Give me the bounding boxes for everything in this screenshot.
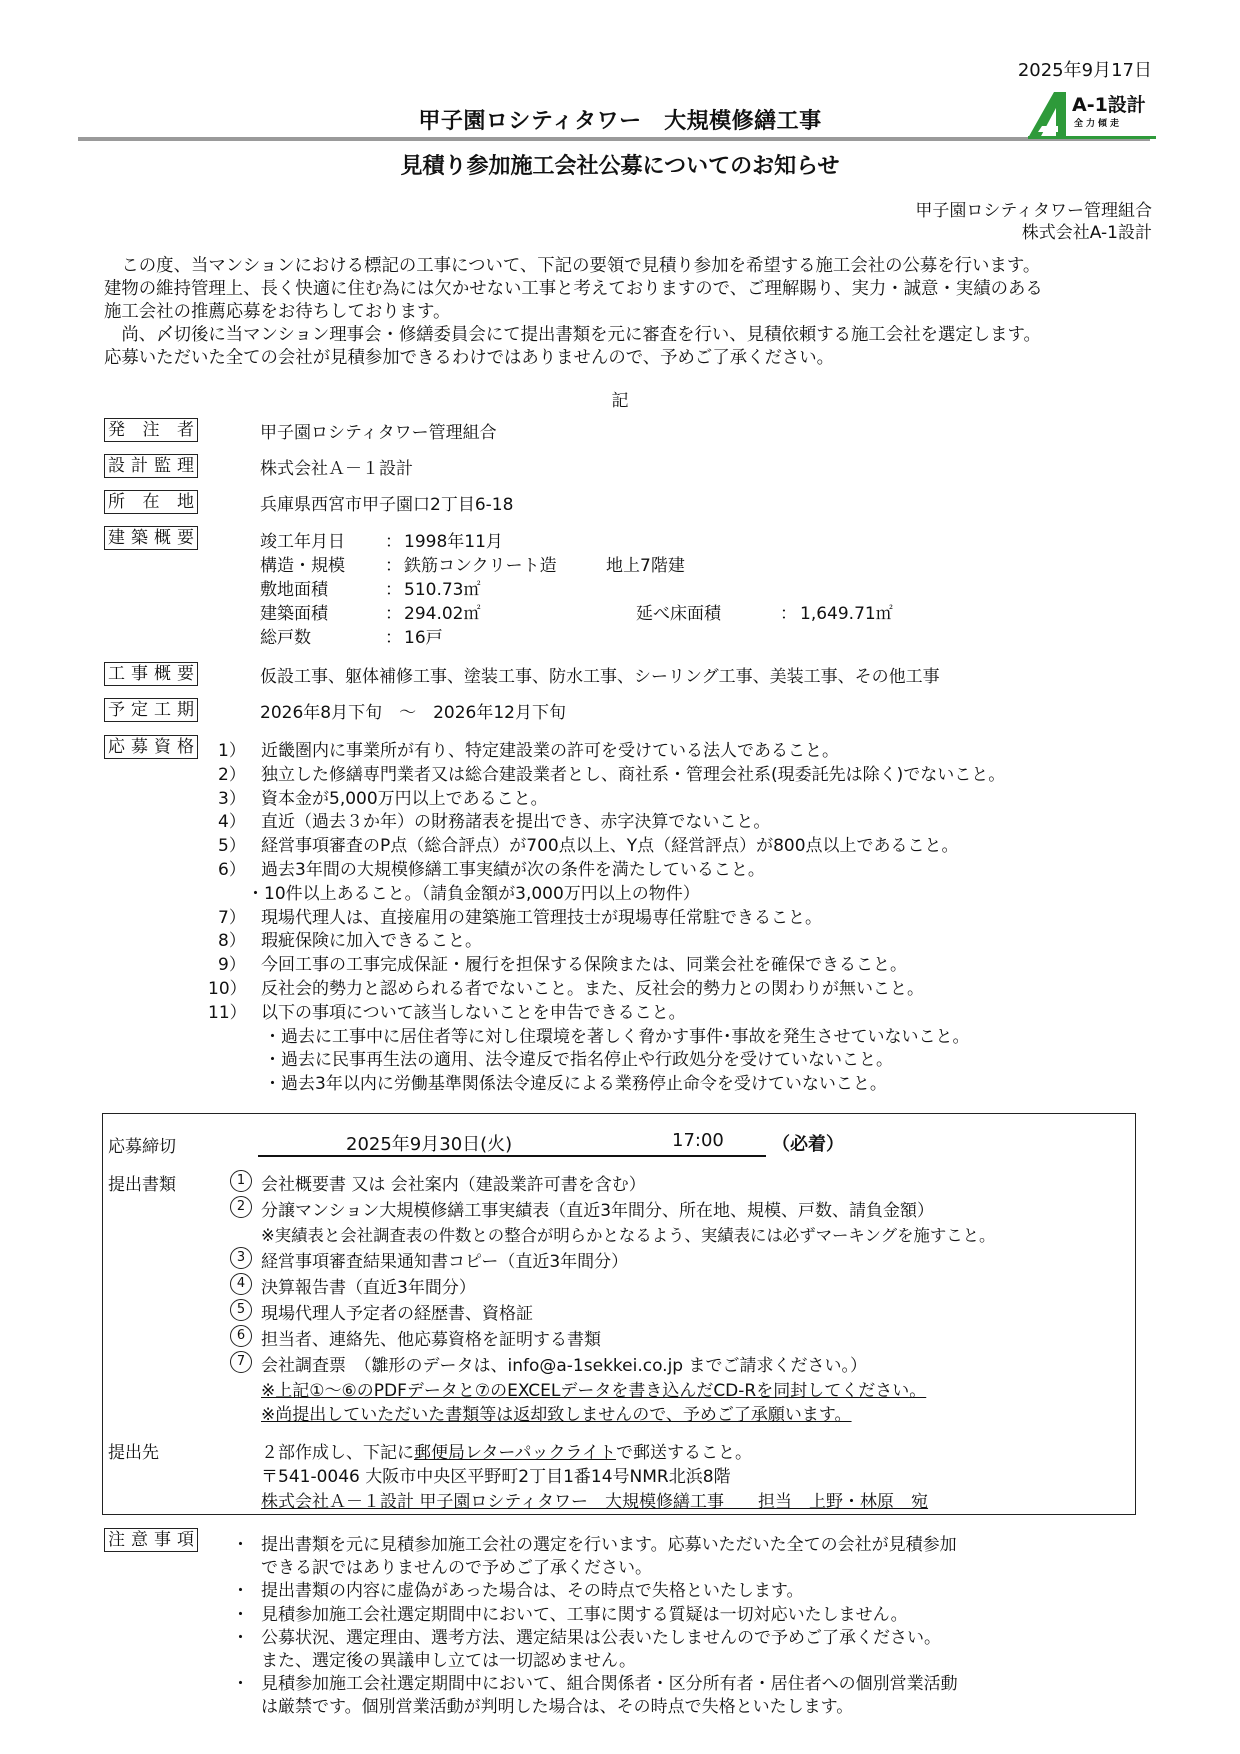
document-number: 4	[230, 1273, 252, 1295]
note-bullet: ・	[232, 1674, 249, 1695]
qualification-item: 近畿圏内に事業所が有り、特定建設業の許可を受けている法人であること。	[261, 741, 839, 761]
completion-label: 竣工年月日	[260, 532, 345, 552]
qualification-number: 9）	[218, 955, 246, 976]
qualification-number: 10）	[208, 979, 247, 999]
qualification-item: 今回工事の工事完成保証・履行を担保する保険または、同業会社を確保できること。	[261, 955, 907, 976]
note-item: また、選定後の異議申し立ては一切認めません。	[261, 1651, 637, 1671]
note-bullet: ・	[232, 1627, 249, 1648]
units-value: 16戸	[404, 628, 443, 648]
qualification-item: 過去3年間の大規模修繕工事実績が次の条件を満たしていること。	[261, 860, 765, 880]
label-location: 所在地	[104, 490, 198, 514]
document-item: 分譲マンション大規模修繕工事実績表（直近3年間分、所在地、規模、戸数、請負金額）	[261, 1200, 935, 1221]
structure-value: 鉄筋コンクリート造	[404, 556, 557, 576]
deadline-date: 2025年9月30日(火)	[346, 1134, 513, 1155]
submit-method-pre: ２部作成し、下記に	[261, 1443, 414, 1463]
submit-method-post: で郵送すること。	[615, 1443, 752, 1463]
document-item: 会社調査票 （雛形のデータは、info@a-1sekkei.co.jp までご請求ください。）	[261, 1355, 868, 1376]
document-item: 担当者、連絡先、他応募資格を証明する書類	[261, 1329, 601, 1350]
value-supervisor: 株式会社Ａ－１設計	[260, 459, 413, 479]
logo-tagline: 全力傾走	[1074, 119, 1123, 129]
qualification-number: 8）	[218, 931, 246, 952]
intro-line: 施工会社の推薦応募をお待ちしております。	[104, 302, 451, 322]
site-area-value: 510.73㎡	[404, 580, 481, 600]
qualification-item: 独立した修繕専門業者又は総合建設業者とし、商社系・管理会社系(現委託先は除く)でないこと。	[261, 764, 1006, 785]
document-title: 甲子園ロシティタワー 大規模修繕工事	[418, 109, 822, 134]
title-divider	[78, 137, 1150, 141]
value-works: 仮設工事、躯体補修工事、塗装工事、防水工事、シーリング工事、美装工事、その他工事	[260, 667, 940, 687]
value-schedule: 2026年8月下旬 ～ 2026年12月下旬	[260, 703, 566, 723]
issuer-company: 株式会社A-1設計	[1021, 223, 1152, 243]
document-item: 経営事項審査結果通知書コピー（直近3年間分）	[261, 1252, 629, 1273]
label-documents: 提出書類	[108, 1175, 176, 1195]
label-building: 建築概要	[104, 526, 198, 550]
floors-value: 地上7階建	[606, 556, 685, 576]
qualification-item: 瑕疵保険に加入できること。	[261, 931, 482, 952]
qualification-item: 以下の事項について該当しないことを申告できること。	[261, 1002, 686, 1023]
submit-method	[261, 1438, 752, 1463]
qualification-number: 4）	[218, 812, 246, 833]
intro-line: 尚、〆切後に当マンション理事会・修繕委員会にて提出書類を元に審査を行い、見積依頼する施工会社を選定します。	[104, 325, 1041, 345]
value-location: 兵庫県西宮市甲子園口2丁目6-18	[260, 495, 514, 515]
intro-line: この度、当マンションにおける標記の工事について、下記の要領で見積り参加を希望する施工会社の公募を行います。	[104, 256, 1041, 276]
qualification-item: 資本金が5,000万円以上であること。	[261, 788, 548, 809]
note-bullet: ・	[232, 1581, 249, 1602]
document-number: 6	[230, 1325, 252, 1347]
label-schedule: 予定工期	[104, 698, 198, 722]
qualification-item: 反社会的勢力と認められる者でないこと。また、反社会的勢力との関わりが無いこと。	[261, 979, 924, 999]
floor-area-label: 延べ床面積	[636, 604, 721, 624]
logo-text: A-1設計	[1072, 94, 1146, 116]
submit-method-service: 郵便局レターパックライト	[414, 1443, 616, 1463]
document-number: 7	[230, 1351, 252, 1373]
document-item: ※実績表と会社調査表の件数との整合が明らかとなるよう、実績表には必ずマーキングを施すこと。	[261, 1225, 996, 1245]
documents-note-return: ※尚提出していただいた書類等は返却致しませんので、予めご了承願います。	[261, 1405, 852, 1425]
label-notes: 注意事項	[104, 1528, 198, 1552]
note-item: 見積参加施工会社選定期間中において、組合関係者・区分所有者・居住者への個別営業活動	[261, 1674, 958, 1695]
qualification-item: 現場代理人は、直接雇用の建築施工管理技士が現場専任常駐できること。	[261, 907, 822, 928]
colon: ：	[385, 580, 402, 600]
company-logo	[1028, 90, 1158, 142]
units-label: 総戸数	[260, 628, 311, 648]
document-number: 1	[230, 1170, 252, 1192]
document-item: 会社概要書 又は 会社案内（建設業許可書を含む）	[261, 1175, 646, 1195]
note-item: は厳禁です。個別営業活動が判明した場合は、その時点で失格といたします。	[261, 1697, 854, 1718]
intro-line: 建物の維持管理上、長く快適に住む為には欠かせない工事と考えておりますので、ご理解賜り、実力・誠意・実績のある	[104, 279, 1043, 299]
documents-note-cdr: ※上記①～⑥のPDFデータと⑦のEXCELデータを書き込んだCD-Rを同封してください。	[261, 1381, 927, 1401]
deadline-underline	[258, 1155, 766, 1157]
qualification-item: ・過去3年以内に労働基準関係法令違反による業務停止命令を受けていないこと。	[264, 1074, 887, 1095]
submit-recipient: 株式会社Ａ－１設計 甲子園ロシティタワー 大規模修繕工事 担当 上野・林原 宛	[261, 1492, 929, 1512]
document-number: 2	[230, 1196, 252, 1218]
colon: ：	[780, 604, 797, 624]
qualification-number: 5）	[218, 836, 246, 857]
structure-label: 構造・規模	[260, 556, 345, 576]
document-item: 現場代理人予定者の経歴書、資格証	[261, 1304, 533, 1324]
note-item: 提出書類を元に見積参加施工会社の選定を行います。応募いただいた全ての会社が見積参加	[261, 1535, 957, 1555]
qualification-number: 2）	[218, 764, 246, 785]
qualification-number: 7）	[218, 907, 246, 928]
ki-heading: 記	[611, 391, 629, 411]
completion-value: 1998年11月	[404, 532, 503, 552]
qualification-item: ・10件以上あること。（請負金額が3,000万円以上の物件）	[247, 883, 700, 904]
document-date: 2025年9月17日	[1017, 60, 1152, 81]
colon: ：	[385, 628, 402, 648]
floor-area-value: 1,649.71㎡	[800, 604, 893, 624]
deadline-time: 17:00	[672, 1130, 724, 1151]
label-orderer: 発注者	[104, 418, 198, 442]
building-area-value: 294.02㎡	[404, 604, 481, 624]
colon: ：	[385, 532, 402, 552]
issuer-association: 甲子園ロシティタワー管理組合	[915, 201, 1152, 221]
note-item: 提出書類の内容に虚偽があった場合は、その時点で失格といたします。	[261, 1581, 804, 1602]
submit-address: 〒541-0046 大阪市中央区平野町2丁目1番14号NMR北浜8階	[261, 1467, 731, 1487]
document-item: 決算報告書（直近3年間分）	[261, 1278, 476, 1299]
note-item: 公募状況、選定理由、選考方法、選定結果は公表いたしませんので予めご了承ください。	[261, 1627, 941, 1648]
qualification-number: 11）	[208, 1002, 247, 1023]
qualification-item: ・過去に工事中に居住者等に対し住環境を著しく脅かす事件･事故を発生させていないこと。	[264, 1026, 970, 1047]
note-item: できる訳ではありませんので予めご了承ください。	[261, 1558, 652, 1579]
document-subtitle: 見積り参加施工会社公募についてのお知らせ	[400, 154, 840, 179]
colon: ：	[385, 556, 402, 576]
document-number: 5	[230, 1299, 252, 1321]
qualification-number: 6）	[218, 860, 246, 880]
site-area-label: 敷地面積	[260, 580, 328, 600]
value-orderer: 甲子園ロシティタワー管理組合	[260, 423, 497, 443]
qualification-item: 経営事項審査のP点（総合評点）が700点以上、Y点（経営評点）が800点以上であること。	[261, 836, 959, 857]
label-qualifications: 応募資格	[104, 735, 198, 759]
qualification-number: 1）	[218, 741, 246, 761]
label-submit-to: 提出先	[108, 1443, 159, 1463]
note-bullet: ・	[232, 1604, 249, 1625]
label-deadline: 応募締切	[108, 1137, 176, 1157]
colon: ：	[385, 604, 402, 624]
label-supervisor: 設計監理	[104, 454, 198, 478]
intro-line: 応募いただいた全ての会社が見積参加できるわけではありませんので、予めご了承ください。	[104, 348, 835, 368]
qualification-item: 直近（過去３か年）の財務諸表を提出でき、赤字決算でないこと。	[261, 812, 771, 833]
note-item: 見積参加施工会社選定期間中において、工事に関する質疑は一切対応いたしません。	[261, 1604, 908, 1625]
qualification-item: ・過去に民事再生法の適用、法令違反で指名停止や行政処分を受けていないこと。	[264, 1050, 893, 1071]
qualification-number: 3）	[218, 788, 246, 809]
document-number: 3	[230, 1247, 252, 1269]
deadline-note: （必着）	[772, 1134, 844, 1155]
building-area-label: 建築面積	[260, 604, 328, 624]
note-bullet: ・	[232, 1535, 249, 1555]
label-works: 工事概要	[104, 662, 198, 686]
